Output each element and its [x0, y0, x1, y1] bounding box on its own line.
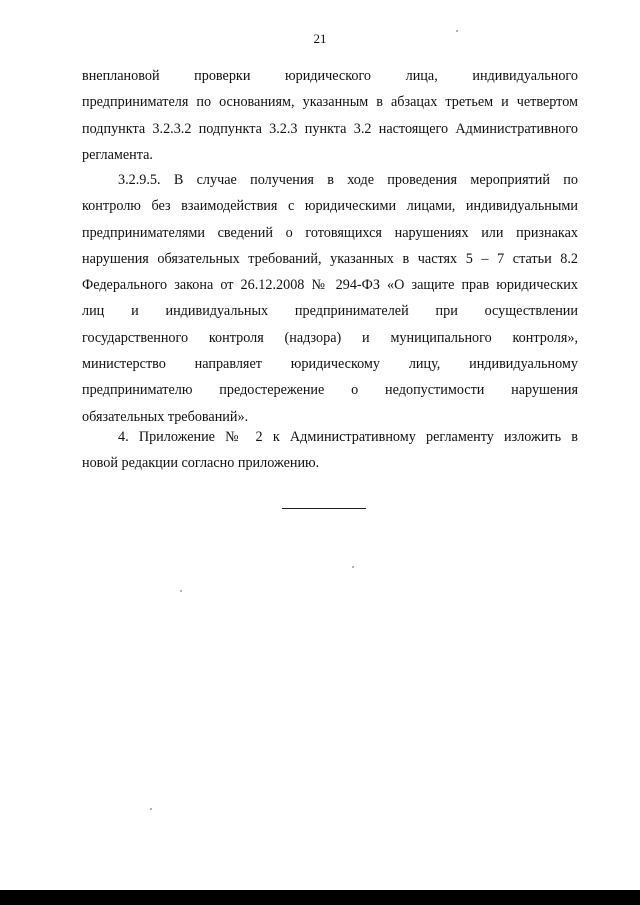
text-line: предпринимателю предостережение о недопустимости нарушения: [82, 382, 578, 399]
scan-speck: [456, 30, 458, 32]
text-line: обязательных требований».: [82, 408, 249, 425]
text-line: регламента.: [82, 146, 153, 163]
scan-speck: [150, 808, 152, 810]
text-line: государственного контроля (надзора) и муниципального контроля»,: [82, 329, 578, 346]
end-separator-line: [282, 508, 366, 509]
text-line: предпринимателями сведений о готовящихся нарушениях или признаках: [82, 224, 578, 241]
text-line: подпункта 3.2.3.2 подпункта 3.2.3 пункта 3.2 настоящего Административного: [82, 120, 578, 137]
text-line: лиц и индивидуальных предпринимателей при осуществлении: [82, 303, 578, 320]
text-line: нарушения обязательных требований, указанных в частях 5 – 7 статьи 8.2: [82, 250, 578, 267]
paragraph-clause-3-2-9-5: [82, 167, 578, 430]
text-line: министерство направляет юридическому лицу, индивидуальному: [82, 356, 578, 373]
text-line: Федерального закона от 26.12.2008 № 294-ФЗ «О защите прав юридических: [82, 277, 578, 294]
text-line: новой редакции согласно приложению.: [82, 455, 320, 472]
text-line: внеплановой проверки юридического лица, индивидуального: [82, 68, 578, 84]
paragraph-item-4: [82, 424, 578, 477]
text-line: предпринимателя по основаниям, указанным в абзацах третьем и четвертом: [82, 94, 578, 111]
paragraph-continuation: [82, 63, 578, 168]
scan-edge-bar: [0, 890, 640, 905]
page-number: 21: [313, 31, 327, 46]
scan-speck: [352, 566, 354, 568]
text-line: контролю без взаимодействия с юридическими лицами, индивидуальными: [82, 198, 578, 215]
text-line: 3.2.9.5. В случае получения в ходе проведения мероприятий по: [118, 172, 578, 188]
text-line: 4. Приложение № 2 к Административному регламенту изложить в: [118, 429, 578, 445]
scan-speck: [180, 590, 182, 592]
